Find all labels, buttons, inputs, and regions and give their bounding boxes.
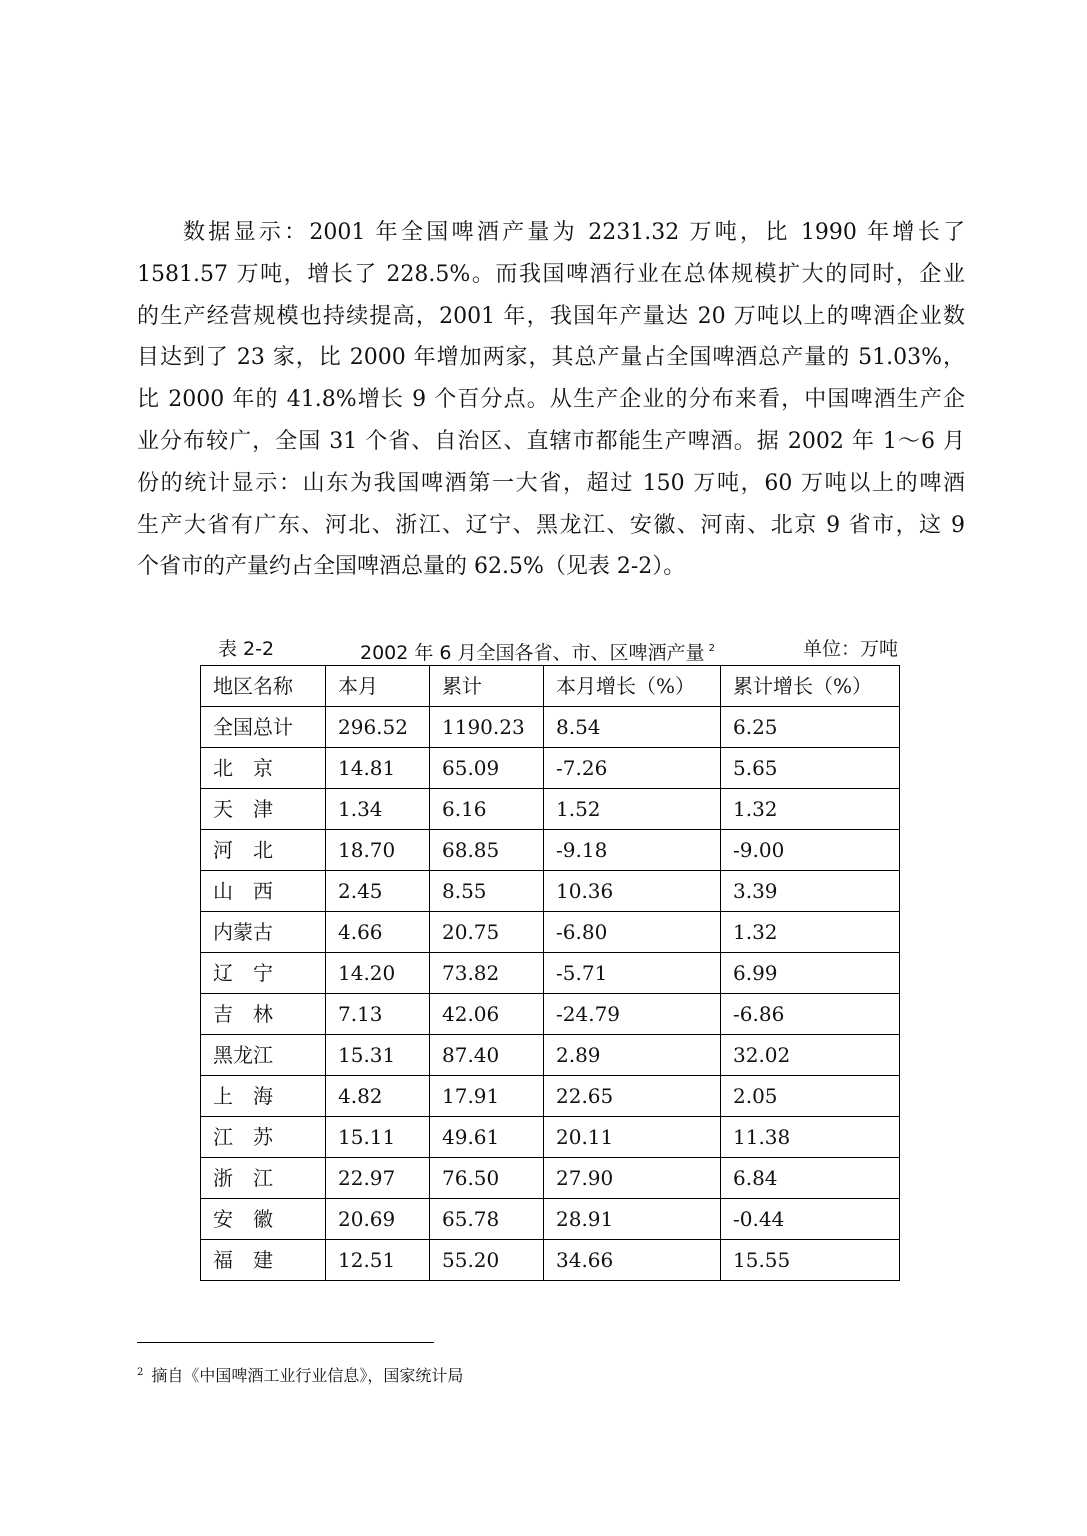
header-cell-month-growth: 本月增长（%） bbox=[544, 666, 721, 707]
table-row bbox=[201, 1199, 900, 1240]
footnote-separator bbox=[137, 1342, 434, 1343]
cell-cumulative-growth: 11.38 bbox=[721, 1117, 900, 1158]
cell-region: 浙 江 bbox=[201, 1158, 326, 1199]
cell-region: 山 西 bbox=[201, 871, 326, 912]
cell-cumulative: 49.61 bbox=[430, 1117, 544, 1158]
cell-month-growth: -24.79 bbox=[544, 994, 721, 1035]
cell-region: 江 苏 bbox=[201, 1117, 326, 1158]
cell-month-growth: 27.90 bbox=[544, 1158, 721, 1199]
beer-production-table bbox=[200, 665, 900, 1281]
cell-cumulative-growth: 32.02 bbox=[721, 1035, 900, 1076]
paragraph-line: 个省市的产量约占全国啤酒总量的 62.5%（见表 2-2）。 bbox=[137, 554, 686, 580]
paragraph-line: 份的统计显示：山东为我国啤酒第一大省，超过 150 万吨，60 万吨以上的啤酒 bbox=[137, 470, 965, 496]
cell-cumulative: 42.06 bbox=[430, 994, 544, 1035]
cell-cumulative-growth: 6.25 bbox=[721, 707, 900, 748]
cell-cumulative: 65.09 bbox=[430, 748, 544, 789]
cell-region: 辽 宁 bbox=[201, 953, 326, 994]
cell-cumulative-growth: 5.65 bbox=[721, 748, 900, 789]
cell-cumulative-growth: 3.39 bbox=[721, 871, 900, 912]
cell-region: 全国总计 bbox=[201, 707, 326, 748]
cell-month: 7.13 bbox=[326, 994, 430, 1035]
cell-month: 15.11 bbox=[326, 1117, 430, 1158]
paragraph-line: 的生产经营规模也持续提高，2001 年，我国年产量达 20 万吨以上的啤酒企业数 bbox=[137, 303, 965, 329]
header-cell-cumulative-growth: 累计增长（%） bbox=[721, 666, 900, 707]
cell-cumulative-growth: 6.99 bbox=[721, 953, 900, 994]
cell-month: 15.31 bbox=[326, 1035, 430, 1076]
cell-month-growth: -6.80 bbox=[544, 912, 721, 953]
cell-cumulative: 17.91 bbox=[430, 1076, 544, 1117]
paragraph-line: 1581.57 万吨，增长了 228.5%。而我国啤酒行业在总体规模扩大的同时，企业 bbox=[137, 261, 965, 287]
cell-cumulative: 76.50 bbox=[430, 1158, 544, 1199]
table-title bbox=[360, 636, 715, 666]
table-row bbox=[201, 1035, 900, 1076]
table-row bbox=[201, 1076, 900, 1117]
cell-month-growth: 22.65 bbox=[544, 1076, 721, 1117]
cell-cumulative: 87.40 bbox=[430, 1035, 544, 1076]
cell-month: 1.34 bbox=[326, 789, 430, 830]
cell-month: 14.20 bbox=[326, 953, 430, 994]
cell-month-growth: -7.26 bbox=[544, 748, 721, 789]
paragraph-line: 生产大省有广东、河北、浙江、辽宁、黑龙江、安徽、河南、北京 9 省市，这 9 bbox=[137, 512, 965, 538]
cell-month: 12.51 bbox=[326, 1240, 430, 1281]
cell-month: 22.97 bbox=[326, 1158, 430, 1199]
cell-region: 黑龙江 bbox=[201, 1035, 326, 1076]
cell-month-growth: -5.71 bbox=[544, 953, 721, 994]
cell-cumulative-growth: 15.55 bbox=[721, 1240, 900, 1281]
table-row bbox=[201, 789, 900, 830]
cell-region: 天 津 bbox=[201, 789, 326, 830]
paragraph-line: 比 2000 年的 41.8%增长 9 个百分点。从生产企业的分布来看，中国啤酒生产企 bbox=[137, 387, 965, 413]
cell-cumulative-growth: -9.00 bbox=[721, 830, 900, 871]
cell-cumulative-growth: 1.32 bbox=[721, 912, 900, 953]
cell-cumulative-growth: 6.84 bbox=[721, 1158, 900, 1199]
cell-cumulative: 1190.23 bbox=[430, 707, 544, 748]
cell-month-growth: 34.66 bbox=[544, 1240, 721, 1281]
cell-region: 上 海 bbox=[201, 1076, 326, 1117]
table-row bbox=[201, 1117, 900, 1158]
cell-region: 安 徽 bbox=[201, 1199, 326, 1240]
cell-region: 内蒙古 bbox=[201, 912, 326, 953]
cell-month: 14.81 bbox=[326, 748, 430, 789]
cell-month: 20.69 bbox=[326, 1199, 430, 1240]
cell-cumulative: 8.55 bbox=[430, 871, 544, 912]
cell-region: 吉 林 bbox=[201, 994, 326, 1035]
cell-month-growth: 20.11 bbox=[544, 1117, 721, 1158]
table-row bbox=[201, 994, 900, 1035]
footnote-mark: 2 bbox=[137, 1367, 144, 1378]
footnote-reference[interactable]: 2 bbox=[708, 643, 715, 654]
table-title-text: 2002 年 6 月全国各省、市、区啤酒产量 bbox=[360, 642, 705, 664]
cell-cumulative: 20.75 bbox=[430, 912, 544, 953]
cell-cumulative-growth: 1.32 bbox=[721, 789, 900, 830]
cell-month: 2.45 bbox=[326, 871, 430, 912]
table-header-row bbox=[201, 666, 900, 707]
paragraph-line: 目达到了 23 家，比 2000 年增加两家，其总产量占全国啤酒总产量的 51.03%， bbox=[137, 345, 965, 371]
table-row bbox=[201, 953, 900, 994]
header-cell-cumulative: 累计 bbox=[430, 666, 544, 707]
footnote-text: 摘自《中国啤酒工业行业信息》，国家统计局 bbox=[151, 1366, 464, 1385]
cell-cumulative: 6.16 bbox=[430, 789, 544, 830]
cell-cumulative-growth: -0.44 bbox=[721, 1199, 900, 1240]
table-row bbox=[201, 1240, 900, 1281]
cell-cumulative: 55.20 bbox=[430, 1240, 544, 1281]
cell-month-growth: -9.18 bbox=[544, 830, 721, 871]
table-row bbox=[201, 1158, 900, 1199]
body-paragraph bbox=[137, 212, 965, 588]
cell-month-growth: 8.54 bbox=[544, 707, 721, 748]
cell-cumulative: 65.78 bbox=[430, 1199, 544, 1240]
paragraph-line: 数据显示：2001 年全国啤酒产量为 2231.32 万吨，比 1990 年增长了 bbox=[183, 220, 965, 245]
cell-month: 18.70 bbox=[326, 830, 430, 871]
cell-cumulative-growth: 2.05 bbox=[721, 1076, 900, 1117]
table-number: 表 2-2 bbox=[218, 638, 275, 660]
cell-cumulative: 73.82 bbox=[430, 953, 544, 994]
header-cell-region: 地区名称 bbox=[201, 666, 326, 707]
table-row bbox=[201, 707, 900, 748]
cell-cumulative: 68.85 bbox=[430, 830, 544, 871]
cell-cumulative-growth: -6.86 bbox=[721, 994, 900, 1035]
table-caption bbox=[200, 636, 900, 662]
footnote bbox=[137, 1362, 463, 1387]
cell-region: 北 京 bbox=[201, 748, 326, 789]
cell-month-growth: 28.91 bbox=[544, 1199, 721, 1240]
header-cell-month: 本月 bbox=[326, 666, 430, 707]
table-row bbox=[201, 871, 900, 912]
cell-region: 福 建 bbox=[201, 1240, 326, 1281]
cell-month-growth: 10.36 bbox=[544, 871, 721, 912]
cell-month: 296.52 bbox=[326, 707, 430, 748]
table-row bbox=[201, 912, 900, 953]
cell-region: 河 北 bbox=[201, 830, 326, 871]
paragraph-line: 业分布较广，全国 31 个省、自治区、直辖市都能生产啤酒。据 2002 年 1～6 月 bbox=[137, 428, 965, 454]
cell-month-growth: 2.89 bbox=[544, 1035, 721, 1076]
cell-month: 4.66 bbox=[326, 912, 430, 953]
table-unit: 单位：万吨 bbox=[802, 638, 898, 660]
cell-month: 4.82 bbox=[326, 1076, 430, 1117]
table-row bbox=[201, 830, 900, 871]
cell-month-growth: 1.52 bbox=[544, 789, 721, 830]
table-row bbox=[201, 748, 900, 789]
